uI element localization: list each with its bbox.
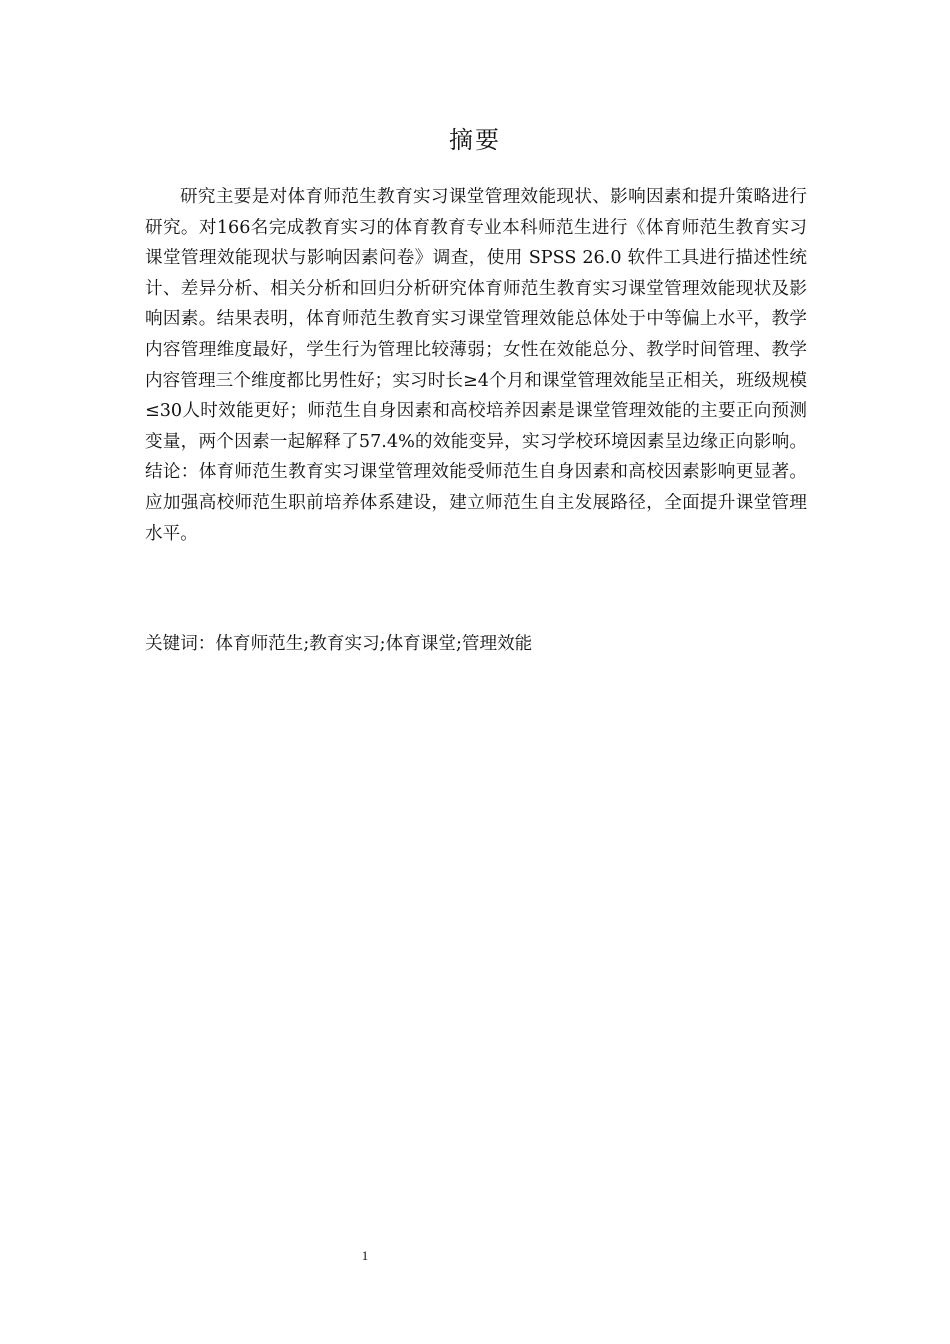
page-number: 1: [361, 1248, 369, 1263]
keywords-label: 关键词：: [145, 634, 216, 654]
keywords-line: [145, 629, 807, 659]
abstract-title: 摘要: [449, 126, 501, 154]
keywords-value: 体育师范生;教育实习;体育课堂;管理效能: [215, 634, 533, 654]
abstract-body: 研究主要是对体育师范生教育实习课堂管理效能现状、影响因素和提升策略进行研究。对166名完成教育实习的体育教育专业本科师范生进行《体育师范生教育实习课堂管理效能现状与影响因素问卷》调查，使用 SPSS 26.0 软件工具进行描述性统计、差异分析、相关分析和回归分析研究体育师范生教育实习课堂管理效能现状及影响因素。结果表明，体育师范生教育实习课堂管理效能总体处于中等偏上水平，教学内容管理维度最好，学生行为管理比较薄弱；女性在效能总分、教学时间管理、教学内容管理三个维度都比男性好；实习时长≥4个月和课堂管理效能呈正相关，班级规模≤30人时效能更好；师范生自身因素和高校培养因素是课堂管理效能的主要正向预测变量，两个因素一起解释了57.4%的效能变异，实习学校环境因素呈边缘正向影响。结论：体育师范生教育实习课堂管理效能受师范生自身因素和高校因素影响更显著。应加强高校师范生职前培养体系建设，建立师范生自主发展路径，全面提升课堂管理水平。: [145, 187, 807, 544]
